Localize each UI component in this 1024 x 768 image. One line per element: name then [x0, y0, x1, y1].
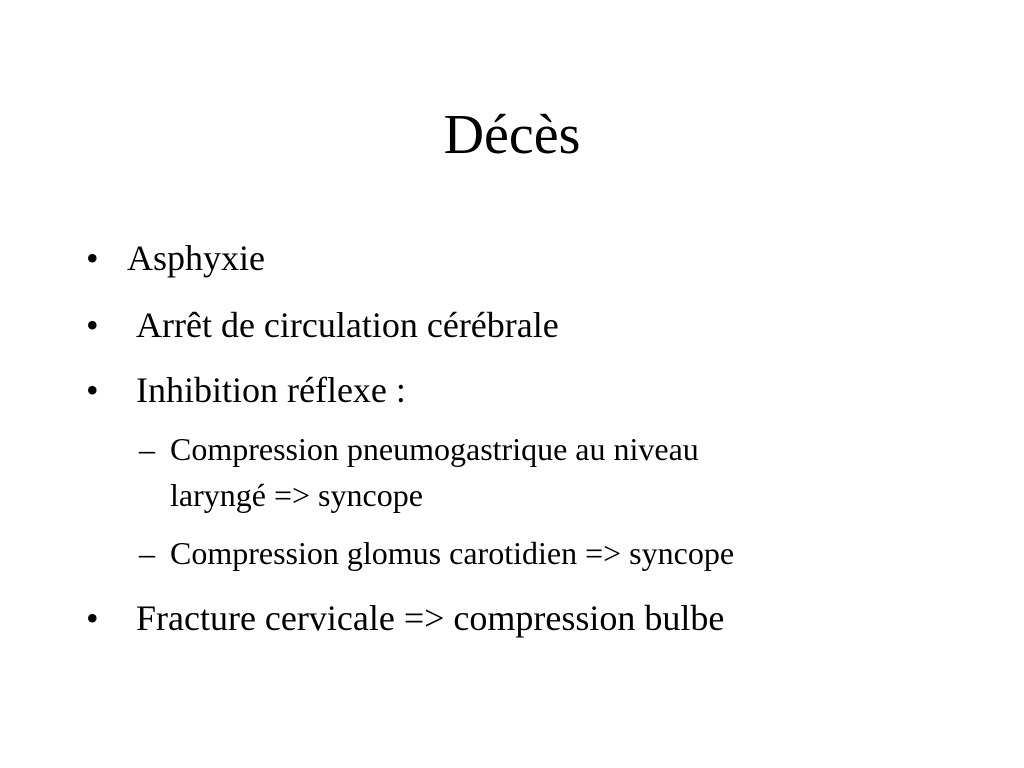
slide-title: Décès [443, 104, 581, 166]
sub-text-line1: Compression pneumogastrique au niveau [170, 431, 699, 467]
bullet-text: Fracture cervicale => compression bulbe [136, 598, 725, 638]
bullet-text: Arrêt de circulation cérébrale [136, 305, 559, 345]
sub-text-line2: laryngé => syncope [170, 477, 423, 513]
bullet-text: Asphyxie [127, 238, 265, 278]
bullet-marker: • [86, 305, 99, 345]
sub-item-compression-pneumogastrique [139, 426, 899, 518]
bullet-text: Inhibition réflexe : [136, 370, 406, 410]
sub-text: Compression glomus carotidien => syncope [170, 535, 735, 571]
sub-marker: – [139, 431, 155, 467]
bullet-marker: • [86, 370, 99, 410]
bullet-item-asphyxie [86, 236, 486, 280]
bullet-item-arret-circulation [86, 303, 786, 347]
sub-item-compression-glomus [139, 530, 899, 576]
bullet-marker: • [86, 598, 99, 638]
bullet-item-fracture-cervicale [86, 596, 946, 640]
sub-marker: – [139, 535, 155, 571]
bullet-item-inhibition-reflexe [86, 368, 686, 412]
bullet-marker: • [86, 238, 99, 278]
